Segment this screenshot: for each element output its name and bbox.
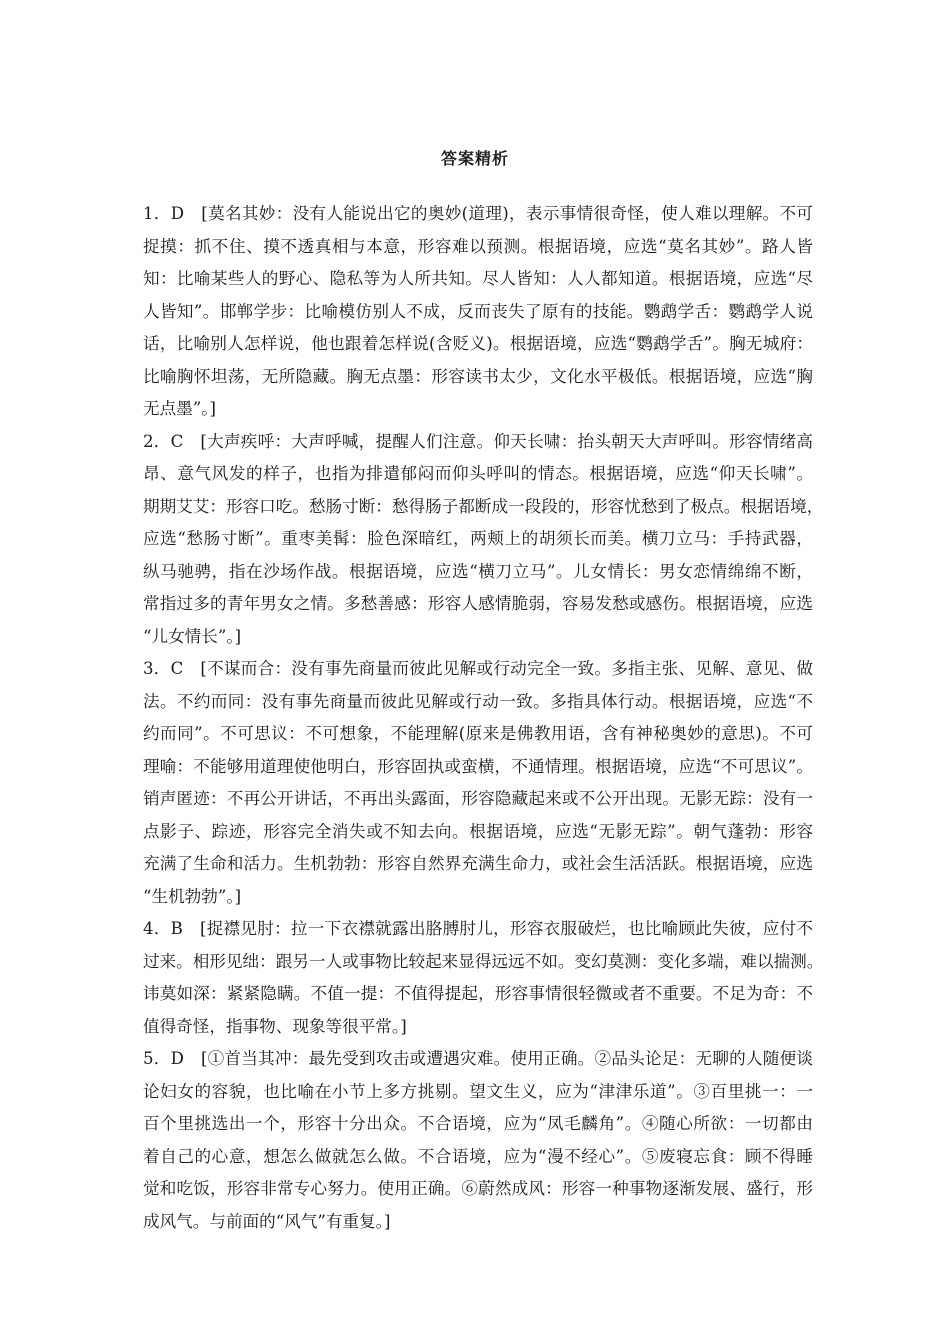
answer-line: 觉和吃饭，形容非常专心努力。使用正确。⑥蔚然成风：形容一种事物逐渐发展、盛行，形 xyxy=(143,1179,813,1198)
answer-line: 值得奇怪，指事物、现象等很平常。] xyxy=(143,1016,407,1036)
answer-line: 法。不约而同：没有事先商量而彼此见解或行动一致。多指具体行动。根据语境，应选“不 xyxy=(143,691,813,711)
answer-line: 点影子、踪迹，形容完全消失或不知去向。根据语境，应选“无影无踪”。朝气蓬勃：形容 xyxy=(143,821,813,841)
answer-line: 论妇女的容貌，也比喻在小节上多方挑剔。望文生义，应为“津津乐道”。③百里挑一：一 xyxy=(143,1081,813,1101)
answer-line: 百个里挑选出一个，形容十分出众。不合语境，应为“凤毛麟角”。④随心所欲：一切都由 xyxy=(143,1114,813,1133)
answer-line: 成风气。与前面的“风气”有重复。] xyxy=(143,1211,391,1231)
answer-line: 无点墨”。] xyxy=(143,399,217,418)
answer-line: 5．D [①首当其冲：最先受到攻击或遭遇灾难。使用正确。②品头论足：无聊的人随便谈 xyxy=(143,1049,813,1068)
answer-line: 应选“愁肠寸断”。重枣美髯：脸色深暗红，两颊上的胡须长而美。横刀立马：手持武器， xyxy=(143,529,813,548)
answer-line: 期期艾艾：形容口吃。愁肠寸断：愁得肠子都断成一段段的，形容忧愁到了极点。根据语境， xyxy=(143,496,824,516)
answer-line: 人皆知”。邯郸学步：比喻模仿别人不成，反而丧失了原有的技能。鹦鹉学舌：鹦鹉学人说 xyxy=(143,301,813,321)
answer-line: 过来。相形见绌：跟另一人或事物比较起来显得远远不如。变幻莫测：变化多端，难以揣测。 xyxy=(143,951,824,971)
answer-line: 着自己的心意，想怎么做就怎么做。不合语境，应为“漫不经心”。⑤废寝忘食：顾不得睡 xyxy=(143,1146,813,1166)
answer-line: 1．D [莫名其妙：没有人能说出它的奥妙(道理)，表示事情很奇怪，使人难以理解。不可 xyxy=(143,204,813,223)
answer-line: 知：比喻某些人的野心、隐私等为人所共知。尽人皆知：人人都知道。根据语境，应选“尽 xyxy=(143,269,813,288)
answer-line: 讳莫如深：紧紧隐瞒。不值一提：不值得提起，形容事情很轻微或者不重要。不足为奇：不 xyxy=(143,984,813,1003)
answer-line: 捉摸：抓不住、摸不透真相与本意，形容难以预测。根据语境，应选“莫名其妙”。路人皆 xyxy=(143,236,813,256)
answer-line: 昂、意气风发的样子，也指为排遣郁闷而仰头呼叫的情态。根据语境，应选“仰天长啸”。 xyxy=(143,464,813,483)
answer-line: 常指过多的青年男女之情。多愁善感：形容人感情脆弱，容易发愁或感伤。根据语境，应选 xyxy=(143,594,813,613)
page-title: 答案精析 xyxy=(440,149,509,168)
answer-item xyxy=(143,653,813,913)
answer-line: 3．C [不谋而合：没有事先商量而彼此见解或行动完全一致。多指主张、见解、意见、做 xyxy=(143,659,813,678)
answer-line: 话，比喻别人怎样说，他也跟着怎样说(含贬义)。根据语境，应选“鹦鹉学舌”。胸无城府： xyxy=(143,334,813,353)
answer-item xyxy=(143,198,813,426)
answer-item xyxy=(143,426,824,654)
answer-line: 2．C [大声疾呼：大声呼喊，提醒人们注意。仰天长啸：抬头朝天大声呼叫。形容情绪高 xyxy=(143,431,813,451)
answer-item xyxy=(143,913,824,1043)
answer-line: “生机勃勃”。] xyxy=(143,886,242,906)
answer-line: 约而同”。不可思议：不可想象，不能理解(原来是佛教用语，含有神秘奥妙的意思)。不可 xyxy=(143,724,813,743)
answer-item xyxy=(143,1043,813,1238)
answer-line: 理喻：不能够用道理使他明白，形容固执或蛮横，不通情理。根据语境，应选“不可思议”。 xyxy=(143,756,813,776)
answer-line: 比喻胸怀坦荡，无所隐藏。胸无点墨：形容读书太少，文化水平极低。根据语境，应选“胸 xyxy=(143,366,813,386)
answer-line: “儿女情长”。] xyxy=(143,626,242,646)
answer-line: 纵马驰骋，指在沙场作战。根据语境，应选“横刀立马”。儿女情长：男女恋情绵绵不断， xyxy=(143,561,813,581)
answer-line: 4．B [捉襟见肘：拉一下衣襟就露出胳膊肘儿，形容衣服破烂，也比喻顾此失彼，应付不 xyxy=(143,919,813,938)
answer-list xyxy=(143,198,824,1238)
answer-line: 销声匿迹：不再公开讲话，不再出头露面，形容隐藏起来或不公开出现。无影无踪：没有一 xyxy=(143,789,813,808)
answer-line: 充满了生命和活力。生机勃勃：形容自然界充满生命力，或社会生活活跃。根据语境，应选 xyxy=(143,854,813,873)
